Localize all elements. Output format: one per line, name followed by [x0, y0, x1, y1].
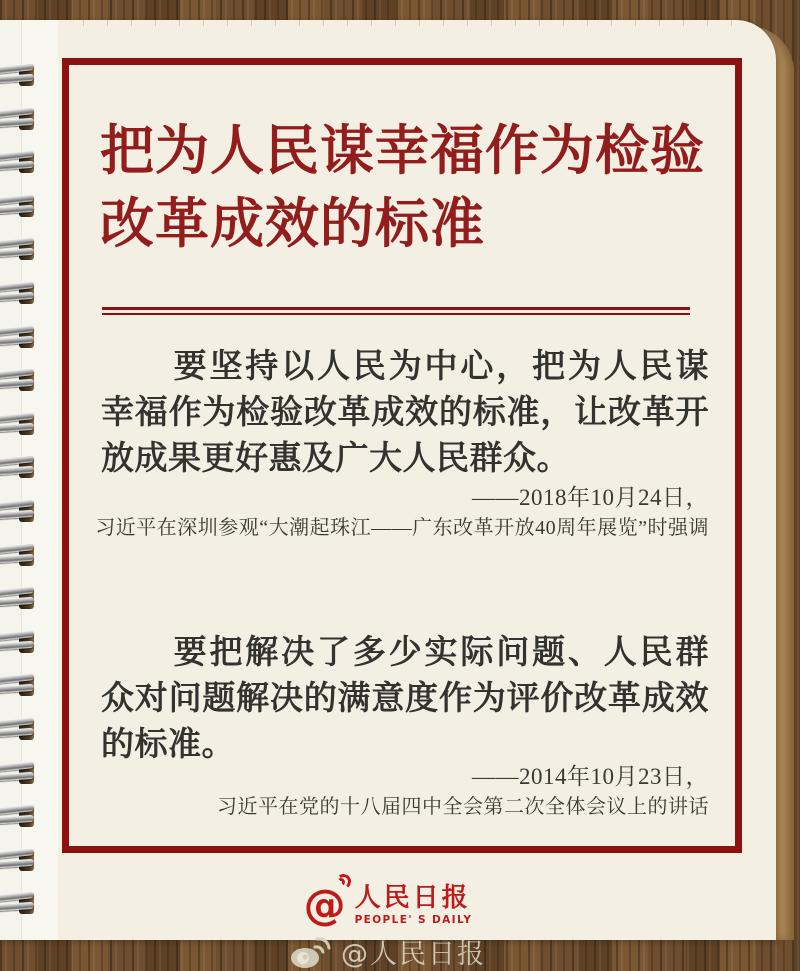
- quote-1-text: 要坚持以人民为中心，把为人民谋幸福作为检验改革成效的标准，让改革开放成果更好惠及广大人民群众。: [101, 349, 709, 477]
- spiral-loop: [0, 892, 42, 916]
- spiral-binding: [0, 20, 44, 940]
- at-broadcast-icon: [304, 882, 348, 928]
- at-symbol: @: [303, 880, 346, 929]
- peoples-daily-logo: [304, 882, 473, 928]
- quote-2-text: 要把解决了多少实际问题、人民群众对问题解决的满意度作为评价改革成效的标准。: [101, 635, 709, 763]
- spiral-loop: [0, 195, 42, 219]
- quote-2-date: ——2014年10月23日，: [472, 764, 709, 789]
- spiral-loop: [0, 108, 42, 132]
- spiral-loop: [0, 544, 42, 568]
- logo-text-block: [355, 884, 473, 926]
- quote-1-date: ——2018年10月24日，: [472, 485, 709, 510]
- spiral-loop: [0, 151, 42, 175]
- spiral-loop: [0, 674, 42, 698]
- footer: [0, 882, 776, 971]
- spiral-loop: [0, 500, 42, 524]
- title-line-2: 改革成效的标准: [100, 194, 485, 254]
- spiral-loop: [0, 587, 42, 611]
- title-divider: [102, 307, 690, 315]
- spiral-loop: [0, 762, 42, 786]
- spiral-loop: [0, 718, 42, 742]
- spiral-loop: [0, 369, 42, 393]
- spiral-loop: [0, 238, 42, 262]
- red-border-frame: [62, 58, 742, 853]
- quote-2-source: 习近平在党的十八届四中全会第二次全体会议上的讲话: [217, 796, 709, 818]
- spiral-loop: [0, 631, 42, 655]
- logo-subtitle-text: PEOPLE' S DAILY: [354, 914, 473, 926]
- logo-name-text: 人民日报: [354, 883, 471, 913]
- weibo-icon: [290, 935, 332, 969]
- page-title: [100, 115, 710, 261]
- weibo-watermark: [290, 932, 486, 971]
- watermark-text: @人民日报: [341, 939, 486, 970]
- divider-thick-line: [102, 307, 690, 310]
- spiral-loop: [0, 849, 42, 873]
- spiral-loop: [0, 805, 42, 829]
- spiral-loop: [0, 456, 42, 480]
- spiral-loop: [0, 64, 42, 88]
- title-line-1: 把为人民谋幸福作为检验: [100, 121, 705, 181]
- quote-1-source: 习近平在深圳参观“大潮起珠江——广东改革开放40周年展览”时强调: [95, 517, 709, 539]
- notebook-page: [0, 20, 776, 970]
- spiral-loop: [0, 282, 42, 306]
- divider-thin-line: [102, 313, 690, 315]
- spiral-loop: [0, 413, 42, 437]
- spiral-loop: [0, 326, 42, 350]
